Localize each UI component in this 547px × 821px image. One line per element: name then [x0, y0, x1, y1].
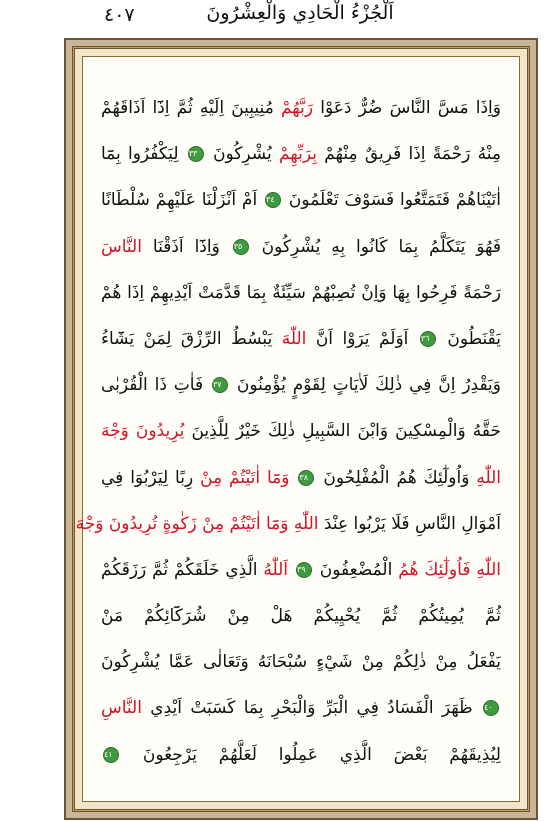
ayah-marker-icon: ٤٠ [483, 700, 499, 716]
verse-line [101, 593, 501, 639]
highlighted-word: اللّٰهِ [476, 467, 501, 488]
ayah-marker-icon: ٣٤ [265, 192, 281, 208]
ayah-marker-icon: ٣٥ [233, 239, 249, 255]
ayah-marker-icon: ٣٧ [212, 377, 228, 393]
verse-text: مِنْهُ رَحْمَةً اِذَا فَرِيقٌ مِنْهُمْ [316, 144, 501, 165]
verse-line [101, 316, 501, 362]
verse-text: يُشْرِكُونَ [205, 144, 279, 165]
highlighted-word: وَمَٓا اٰتَيْتُمْ مِنْ زَكٰوةٍ تُرِيدُونَ وَجْهَ [75, 513, 289, 534]
page-header [0, 0, 547, 38]
verse-text: يَفْعَلُ مِنْ ذٰلِكُمْ مِنْ شَيْءٍ سُبْحَانَهُ وَتَعَالٰى عَمَّا يُشْرِكُونَ [101, 652, 501, 673]
verse-text: الَّذِي خَلَقَكُمْ ثُمَّ رَزَقَكُمْ [101, 559, 264, 580]
verse-line [101, 547, 501, 593]
text-area [75, 56, 520, 802]
verse-text: ظَهَرَ الْفَسَادُ فِي الْبَرِّ وَالْبَحْرِ بِمَا كَسَبَتْ اَيْدِي [141, 698, 481, 719]
verse-text: يَبْسُطُ الرِّزْقَ لِمَنْ يَشَٓاءُ [101, 328, 282, 349]
ayah-marker-icon: ٣٦ [420, 331, 436, 347]
verse-line [101, 224, 501, 270]
verse-line [101, 85, 501, 131]
verse-text: رِبًا لِيَرْبُوَا فِي [101, 467, 201, 488]
verse-line [101, 639, 501, 685]
highlighted-word: النَّاسِ [101, 698, 142, 719]
ayah-marker-icon: ٤١ [103, 747, 119, 763]
verse-text: يَقْنَطُونَ [437, 328, 502, 349]
verse-text: اَمْوَالِ النَّاسِ فَلَا يَرْبُوا عِنْدَ [318, 513, 501, 534]
verse-text: وَاِذَا مَسَّ النَّاسَ ضُرٌّ دَعَوْا [313, 98, 501, 118]
highlighted-word: بِرَبِّهِمْ [278, 144, 317, 165]
highlighted-word: اللّٰهِ فَاُولٰٓئِكَ هُمُ [398, 559, 502, 580]
verse-line [101, 408, 501, 454]
highlighted-word: اللّٰهَ [281, 328, 307, 349]
highlighted-word: اَللّٰهُ [263, 559, 289, 580]
verse-text: اَوَلَمْ يَرَوْا اَنَّ [306, 328, 418, 349]
highlighted-word: اللّٰهِ [293, 513, 319, 534]
verse-text: رَحْمَةً فَرِحُوا بِهَا وَاِنْ تُصِبْهُمْ سَيِّئَةٌ بِمَا قَدَّمَتْ اَيْدِيهِمْ اِذَا هُمْ [101, 282, 501, 303]
verse-line [101, 131, 501, 177]
verse-text [290, 468, 297, 488]
verse-text: اٰتَيْنَاهُمْ فَتَمَتَّعُوا فَسَوْفَ تَعْلَمُونَ [283, 190, 501, 211]
juz-title: اَلْجُزْءُ الْحَادِي وَالْعِشْرُونَ [206, 2, 394, 24]
verse-line [101, 362, 501, 408]
verse-text: حَقَّهُ وَالْمِسْكِينَ وَابْنَ السَّبِيلِ ذٰلِكَ خَيْرٌ لِلَّذِينَ [184, 421, 501, 442]
verse-text: لِيَكْفُرُوا بِمَٓا [101, 144, 186, 165]
page-number: ٤٠٧ [104, 4, 135, 26]
verse-text: اَمْ اَنْزَلْنَا عَلَيْهِمْ سُلْطَانًا [101, 190, 264, 211]
verse-text: الْمُضْعِفُونَ [313, 559, 399, 580]
verse-text: وَيَقْدِرُ اِنَّ فِي ذٰلِكَ لَاٰيَاتٍ لِقَوْمٍ يُؤْمِنُونَ [229, 375, 501, 396]
ornamental-frame [64, 38, 538, 820]
verse-line [101, 732, 501, 778]
verse-line [75, 501, 501, 547]
highlighted-word: رَبَّهُمْ [280, 98, 314, 118]
verse-text: فَهُوَ يَتَكَلَّمُ بِمَا كَانُوا بِهِ يُشْرِكُونَ [250, 236, 502, 257]
verse-line [101, 455, 501, 501]
verse-text [288, 560, 294, 580]
highlighted-word: النَّاسَ [101, 236, 142, 257]
verse-line [101, 270, 501, 316]
verse-text: لِيُذِيقَهُمْ بَعْضَ الَّذِي عَمِلُوا لَعَلَّهُمْ يَرْجِعُونَ [121, 744, 501, 765]
ayah-marker-icon: ٣٩ [296, 562, 312, 578]
verse-line [101, 685, 501, 731]
verse-lines [75, 85, 502, 778]
highlighted-word: وَمَٓا اٰتَيْتُمْ مِنْ [200, 467, 290, 488]
verse-text: ثُمَّ يُمِيتُكُمْ ثُمَّ يُحْيِيكُمْ هَلْ مِنْ شُرَكَٓائِكُمْ مَنْ [101, 606, 501, 627]
ayah-marker-icon: ٣٣ [188, 146, 204, 162]
verse-text: مُنِيبِينَ اِلَيْهِ ثُمَّ اِذَٓا اَذَاقَهُمْ [101, 98, 281, 118]
verse-text: وَاِذَٓا اَذَقْنَا [141, 236, 231, 257]
verse-text: فَاٰتِ ذَا الْقُرْبٰى [101, 375, 210, 396]
verse-line [101, 177, 501, 223]
ayah-marker-icon: ٣٨ [298, 470, 314, 486]
highlighted-word: يُرِيدُونَ وَجْهَ [101, 421, 185, 442]
verse-text: وَاُولٰٓئِكَ هُمُ الْمُفْلِحُونَ [316, 467, 477, 488]
